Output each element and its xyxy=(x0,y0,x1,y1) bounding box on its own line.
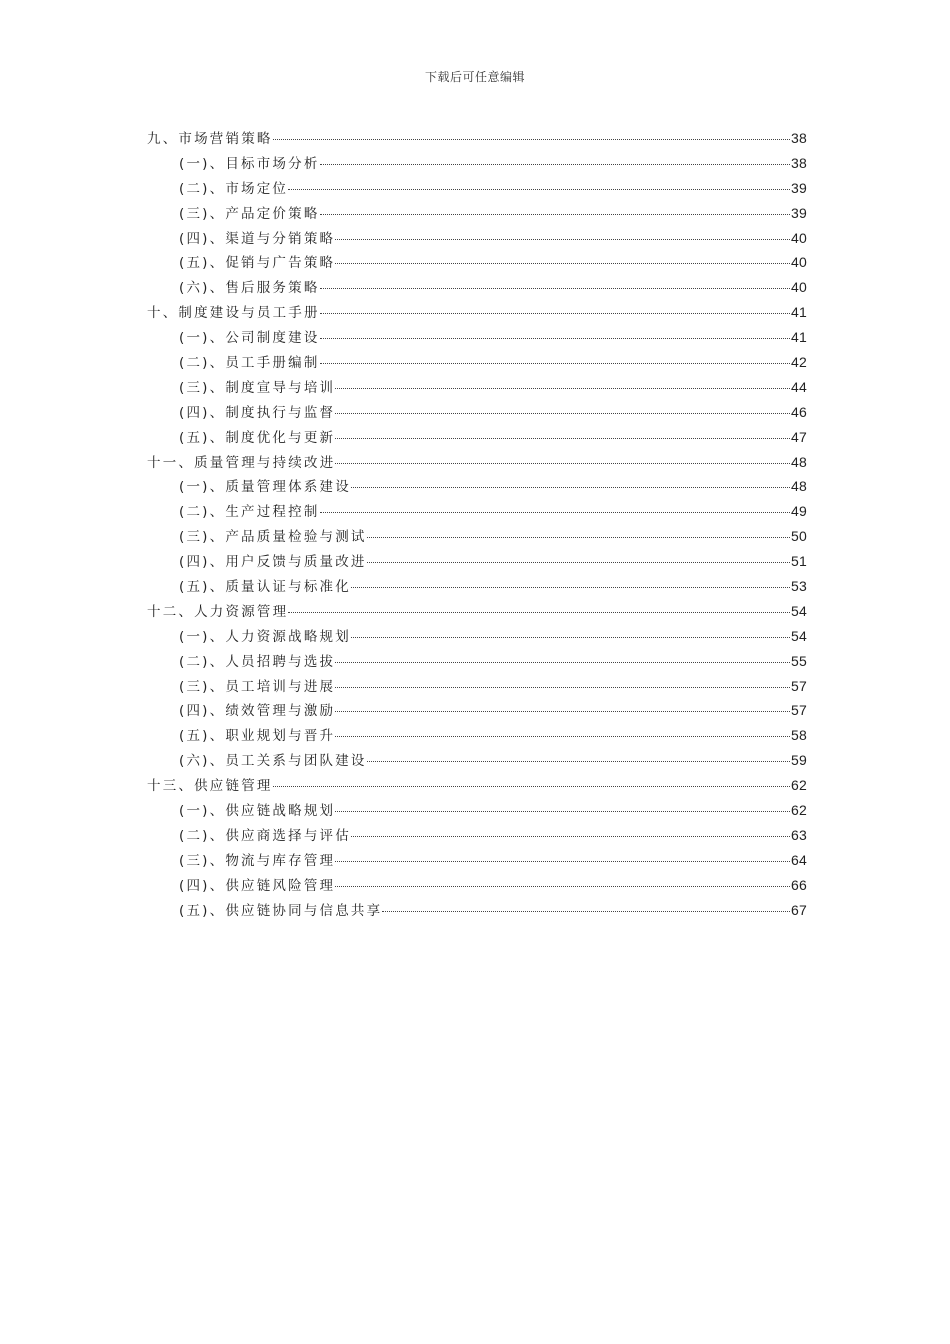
table-of-contents xyxy=(147,126,807,923)
toc-dot-leader xyxy=(335,438,790,439)
toc-dot-leader xyxy=(351,836,790,837)
toc-entry-title: (二)、市场定位 xyxy=(179,180,289,197)
toc-section-entry[interactable] xyxy=(147,375,807,400)
toc-section-entry[interactable] xyxy=(147,574,807,599)
toc-entry-title: (五)、职业规划与晋升 xyxy=(179,728,336,745)
toc-dot-leader xyxy=(320,288,790,289)
toc-dot-leader xyxy=(382,911,790,912)
toc-dot-leader xyxy=(335,463,790,464)
toc-page-number: 54 xyxy=(791,602,807,619)
toc-dot-leader xyxy=(335,388,790,389)
toc-entry-title: (二)、生产过程控制 xyxy=(179,504,320,521)
toc-section-entry[interactable] xyxy=(147,748,807,773)
toc-section-entry[interactable] xyxy=(147,823,807,848)
toc-entry-title: (一)、公司制度建设 xyxy=(179,330,320,347)
toc-page-number: 59 xyxy=(791,752,807,769)
toc-chapter-entry[interactable] xyxy=(147,773,807,798)
toc-chapter-entry[interactable] xyxy=(147,450,807,475)
toc-section-entry[interactable] xyxy=(147,250,807,275)
toc-page-number: 67 xyxy=(791,901,807,918)
toc-page-number: 44 xyxy=(791,378,807,395)
toc-entry-title: (四)、制度执行与监督 xyxy=(179,404,336,421)
toc-dot-leader xyxy=(320,338,790,339)
toc-dot-leader xyxy=(273,139,790,140)
toc-section-entry[interactable] xyxy=(147,176,807,201)
toc-entry-title: (三)、物流与库存管理 xyxy=(179,852,336,869)
toc-entry-title: (一)、供应链战略规划 xyxy=(179,803,336,820)
toc-entry-title: (五)、质量认证与标准化 xyxy=(179,579,351,596)
toc-entry-title: (三)、员工培训与进展 xyxy=(179,678,336,695)
toc-entry-title: (四)、用户反馈与质量改进 xyxy=(179,554,367,571)
toc-page-number: 54 xyxy=(791,627,807,644)
toc-chapter-entry[interactable] xyxy=(147,126,807,151)
toc-section-entry[interactable] xyxy=(147,275,807,300)
toc-page-number: 40 xyxy=(791,229,807,246)
toc-page-number: 47 xyxy=(791,428,807,445)
toc-page-number: 41 xyxy=(791,329,807,346)
toc-page-number: 39 xyxy=(791,204,807,221)
toc-dot-leader xyxy=(320,512,790,513)
toc-page-number: 41 xyxy=(791,304,807,321)
toc-page-number: 48 xyxy=(791,453,807,470)
toc-section-entry[interactable] xyxy=(147,549,807,574)
toc-dot-leader xyxy=(320,313,790,314)
toc-page-number: 57 xyxy=(791,677,807,694)
toc-entry-title: 十二、人力资源管理 xyxy=(147,603,289,620)
toc-page-number: 66 xyxy=(791,876,807,893)
toc-entry-title: (五)、制度优化与更新 xyxy=(179,429,336,446)
toc-section-entry[interactable] xyxy=(147,425,807,450)
toc-entry-title: 十、制度建设与员工手册 xyxy=(147,305,320,322)
toc-page-number: 38 xyxy=(791,154,807,171)
toc-dot-leader xyxy=(273,786,790,787)
toc-entry-title: (六)、员工关系与团队建设 xyxy=(179,753,367,770)
toc-entry-title: 十一、质量管理与持续改进 xyxy=(147,454,336,471)
toc-page-number: 64 xyxy=(791,851,807,868)
toc-section-entry[interactable] xyxy=(147,723,807,748)
toc-dot-leader xyxy=(351,637,790,638)
toc-page-number: 55 xyxy=(791,652,807,669)
toc-dot-leader xyxy=(335,413,790,414)
toc-page-number: 49 xyxy=(791,503,807,520)
toc-section-entry[interactable] xyxy=(147,226,807,251)
toc-entry-title: (二)、人员招聘与选拔 xyxy=(179,653,336,670)
toc-section-entry[interactable] xyxy=(147,474,807,499)
toc-section-entry[interactable] xyxy=(147,201,807,226)
toc-section-entry[interactable] xyxy=(147,151,807,176)
toc-page-number: 62 xyxy=(791,802,807,819)
toc-page-number: 38 xyxy=(791,130,807,146)
toc-dot-leader xyxy=(288,189,790,190)
toc-section-entry[interactable] xyxy=(147,350,807,375)
toc-dot-leader xyxy=(320,164,790,165)
toc-dot-leader xyxy=(367,761,790,762)
toc-page-number: 63 xyxy=(791,826,807,843)
toc-entry-title: (一)、目标市场分析 xyxy=(179,155,320,172)
toc-dot-leader xyxy=(335,662,790,663)
toc-dot-leader xyxy=(335,861,790,862)
toc-section-entry[interactable] xyxy=(147,898,807,923)
toc-entry-title: (一)、质量管理体系建设 xyxy=(179,479,351,496)
toc-dot-leader xyxy=(320,363,790,364)
toc-chapter-entry[interactable] xyxy=(147,300,807,325)
toc-page-number: 46 xyxy=(791,403,807,420)
toc-dot-leader xyxy=(335,736,790,737)
toc-entry-title: (五)、供应链协同与信息共享 xyxy=(179,902,383,919)
toc-dot-leader xyxy=(351,587,790,588)
toc-page-number: 50 xyxy=(791,528,807,545)
toc-entry-title: (四)、供应链风险管理 xyxy=(179,877,336,894)
toc-chapter-entry[interactable] xyxy=(147,599,807,624)
toc-entry-title: (三)、制度宣导与培训 xyxy=(179,379,336,396)
toc-entry-title: (四)、绩效管理与激励 xyxy=(179,703,336,720)
toc-section-entry[interactable] xyxy=(147,524,807,549)
toc-section-entry[interactable] xyxy=(147,848,807,873)
toc-page-number: 40 xyxy=(791,254,807,271)
toc-dot-leader xyxy=(335,886,790,887)
toc-page-number: 42 xyxy=(791,354,807,371)
toc-dot-leader xyxy=(335,711,790,712)
toc-page-number: 51 xyxy=(791,553,807,570)
toc-entry-title: 九、市场营销策略 xyxy=(147,131,273,147)
toc-entry-title: (一)、人力资源战略规划 xyxy=(179,628,351,645)
toc-section-entry[interactable] xyxy=(147,798,807,823)
toc-section-entry[interactable] xyxy=(147,499,807,524)
toc-section-entry[interactable] xyxy=(147,649,807,674)
toc-dot-leader xyxy=(367,537,790,538)
toc-dot-leader xyxy=(335,239,790,240)
toc-section-entry[interactable] xyxy=(147,325,807,350)
toc-section-entry[interactable] xyxy=(147,674,807,699)
toc-section-entry[interactable] xyxy=(147,624,807,649)
toc-entry-title: (四)、渠道与分销策略 xyxy=(179,230,336,247)
toc-page-number: 62 xyxy=(791,777,807,794)
toc-page-number: 40 xyxy=(791,279,807,296)
toc-entry-title: (三)、产品定价策略 xyxy=(179,205,320,222)
toc-dot-leader xyxy=(335,687,790,688)
toc-section-entry[interactable] xyxy=(147,400,807,425)
toc-page-number: 39 xyxy=(791,179,807,196)
toc-dot-leader xyxy=(288,612,790,613)
toc-entry-title: (五)、促销与广告策略 xyxy=(179,255,336,272)
toc-page-number: 48 xyxy=(791,478,807,495)
toc-page-number: 58 xyxy=(791,727,807,744)
page-header: 下载后可任意编辑 xyxy=(424,70,525,84)
toc-page-number: 57 xyxy=(791,702,807,719)
toc-dot-leader xyxy=(367,562,790,563)
toc-section-entry[interactable] xyxy=(147,873,807,898)
toc-entry-title: (三)、产品质量检验与测试 xyxy=(179,529,367,546)
toc-dot-leader xyxy=(320,214,790,215)
toc-dot-leader xyxy=(335,263,790,264)
toc-entry-title: 十三、供应链管理 xyxy=(147,778,273,795)
toc-entry-title: (二)、供应商选择与评估 xyxy=(179,827,351,844)
toc-dot-leader xyxy=(335,811,790,812)
toc-entry-title: (二)、员工手册编制 xyxy=(179,355,320,372)
toc-dot-leader xyxy=(351,487,790,488)
toc-entry-title: (六)、售后服务策略 xyxy=(179,280,320,297)
toc-page-number: 53 xyxy=(791,578,807,595)
toc-section-entry[interactable] xyxy=(147,698,807,723)
